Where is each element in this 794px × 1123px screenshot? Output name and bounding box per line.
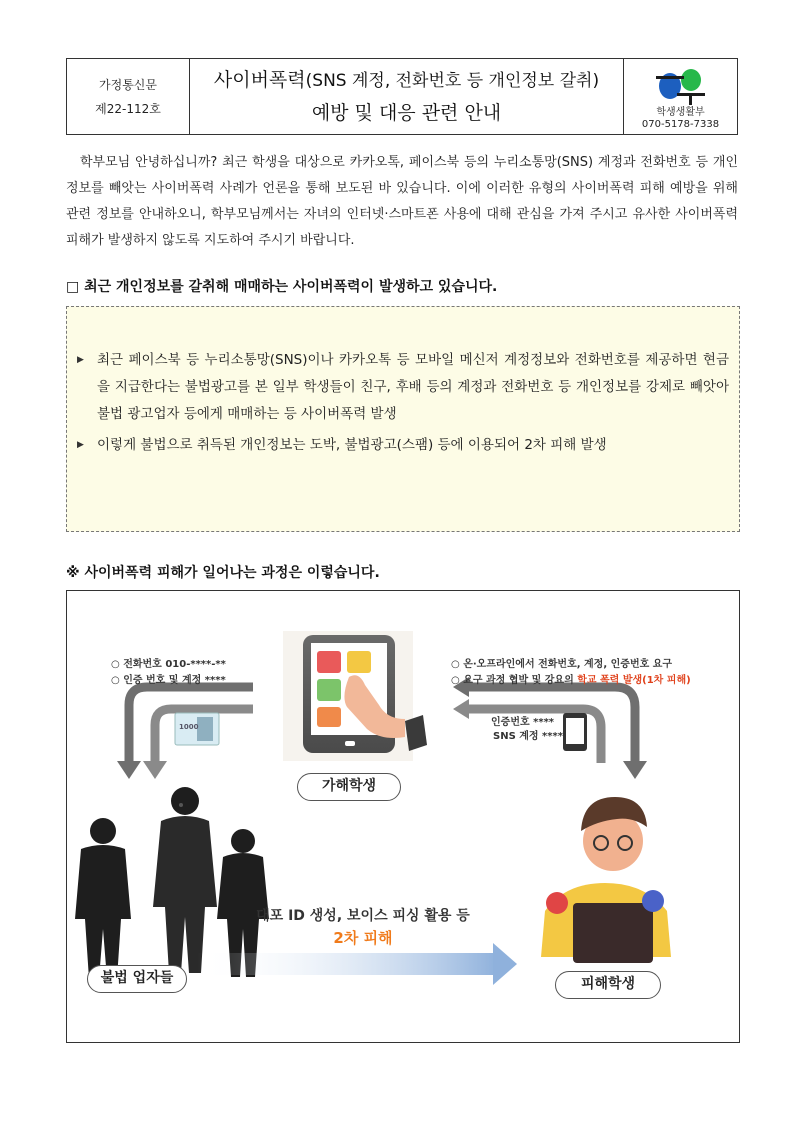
notice-item [77, 347, 729, 428]
department-block [624, 59, 737, 134]
intro-paragraph: 학부모님 안녕하십니까? 최근 학생을 대상으로 카카오톡, 페이스북 등의 누리소통망(SNS) 계정과 전화번호 등 개인정보를 빼앗는 사이버폭력 사례가 언론을 통해 보도된 바 있습니다. 이에 이러한 유형의 사이버폭력 피해 예방을 위해 관련 정보를 안내하오니, 학부모님께서는 자녀의 인터넷·스마트폰 사용에 대해 관심을 가져 주시고 유사한 사이버폭력 피해가 발생하지 않도록 지도하여 주시기 바랍니다. [66, 155, 738, 248]
money-label: 1000 [179, 723, 199, 731]
header-table [66, 58, 738, 135]
right-note-prefix: ○ 요구 과정 협박 및 강요의 [451, 675, 578, 686]
title-line-2: 예방 및 대응 관련 안내 [311, 102, 502, 124]
school-logo [651, 65, 711, 105]
cyberbullying-process-diagram [66, 590, 740, 1043]
newsletter-number: 제22-112호 [95, 101, 161, 116]
victim-student-illustration [541, 797, 671, 963]
illegal-dealers-silhouette [75, 787, 269, 979]
left-note-auth: ○ 인증 번호 및 계정 **** [111, 675, 226, 686]
right-note-violence [451, 673, 691, 689]
title-paren: (SNS 계정, 전화번호 등 개인정보 갈취) [305, 71, 600, 91]
second-damage-label: 2차 피해 [333, 929, 393, 947]
smartphone-icon [283, 631, 427, 761]
newsletter-label: 가정통신문 [99, 77, 157, 92]
mobile-phone-icon [563, 713, 587, 751]
triangle-bullet-icon: ▶ [77, 355, 84, 365]
title-main: 사이버폭력 [213, 69, 306, 91]
phone-note-auth: 인증번호 **** [491, 717, 555, 728]
victim-student-label: 피해학생 [555, 971, 661, 999]
illegal-dealers-label: 불법 업자들 [87, 965, 187, 993]
section-heading: □ 최근 개인정보를 갈취해 매매하는 사이버폭력이 발생하고 있습니다. [66, 279, 498, 295]
phone-note-sns: SNS 계정 **** [493, 731, 563, 742]
right-note-request: ○ 온·오프라인에서 전화번호, 계정, 인증번호 요구 [451, 659, 673, 670]
process-heading: ※ 사이버폭력 피해가 일어나는 과정은 이렇습니다. [66, 565, 380, 581]
triangle-bullet-icon: ▶ [77, 440, 84, 450]
first-damage-label: 학교 폭력 발생(1차 피해) [577, 675, 691, 686]
left-note-phone: ○ 전화번호 010-****-** [111, 659, 226, 670]
title-line-1 [214, 65, 599, 96]
second-damage-description: 대포 ID 생성, 보이스 피싱 활용 등 [256, 908, 470, 924]
department-name: 학생생활부 [656, 107, 705, 118]
notice-item [77, 432, 729, 459]
notice-item-text: 최근 페이스북 등 누리소통망(SNS)이나 카카오톡 등 모바일 메신저 계정정보와 전화번호를 제공하면 현금을 지급한다는 불법광고를 본 일부 학생들이 친구, 후배 등의 계정과 전화번호 등 개인정보를 강제로 빼앗아 불법 광고업자 등에게 매매하는 등 사이버폭력 발생 [97, 352, 729, 422]
perpetrator-student-label: 가해학생 [297, 773, 401, 801]
department-phone: 070-5178-7338 [641, 119, 720, 130]
newsletter-info [67, 59, 190, 134]
notice-item-text: 이렇게 불법으로 취득된 개인정보는 도박, 불법광고(스팸) 등에 이용되어 2차 피해 발생 [97, 437, 607, 453]
document-title [190, 59, 624, 134]
notice-box [66, 306, 740, 532]
